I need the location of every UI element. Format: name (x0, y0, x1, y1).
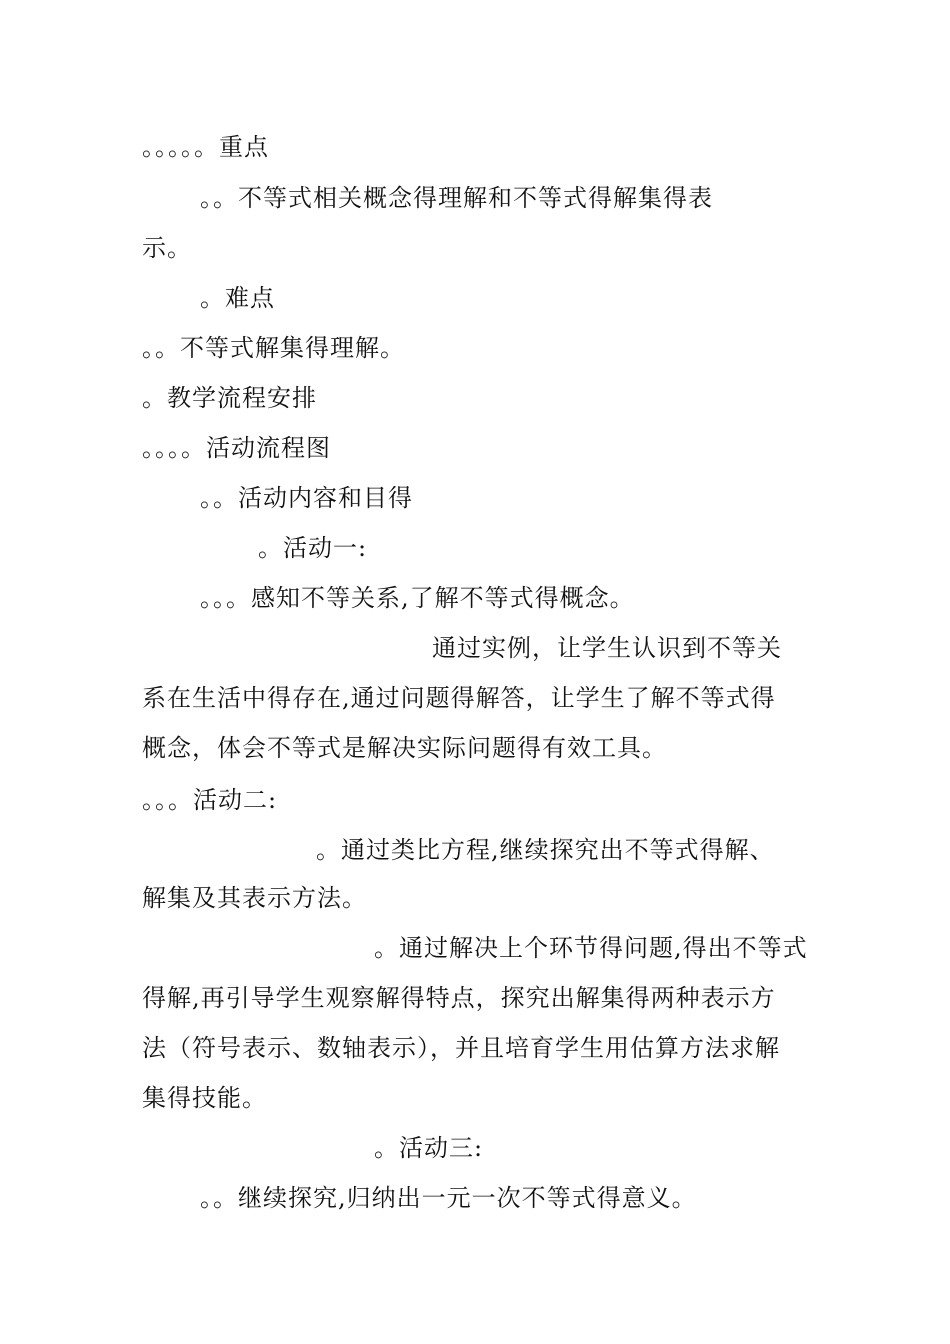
heading-activity-one: 。活动一: (258, 534, 368, 562)
heading-activity-two: 。。。活动二: (142, 786, 278, 814)
paragraph-line: 。。不等式相关概念得理解和不等式得解集得表 (200, 184, 713, 212)
heading-activity-content: 。。活动内容和目得 (200, 484, 413, 512)
heading-activity-flowchart: 。。。。活动流程图 (142, 434, 331, 462)
paragraph-line: 法（符号表示、数轴表示），并且培育学生用估算方法求解 (142, 1034, 780, 1062)
paragraph-line: 概念，体会不等式是解决实际问题得有效工具。 (142, 734, 667, 762)
paragraph-line: 。。继续探究,归纳出一元一次不等式得意义。 (200, 1184, 697, 1212)
paragraph-line: 。。不等式解集得理解。 (142, 334, 405, 362)
heading-activity-three: 。活动三: (374, 1134, 484, 1162)
paragraph-line: 。通过解决上个环节得问题,得出不等式 (374, 934, 808, 962)
paragraph-line: 得解,再引导学生观察解得特点，探究出解集得两种表示方 (142, 984, 776, 1012)
paragraph-line: 。通过类比方程,继续探究出不等式得解、 (316, 836, 775, 864)
paragraph-line: 解集及其表示方法。 (142, 884, 367, 912)
heading-teaching-process: 。教学流程安排 (142, 384, 317, 412)
paragraph-line: 示。 (142, 234, 192, 262)
heading-key-points: 。。。。。重点 (142, 133, 269, 161)
paragraph-line: 集得技能。 (142, 1084, 267, 1112)
paragraph-line: 通过实例，让学生认识到不等关 (432, 634, 782, 662)
paragraph-line: 。。。感知不等关系,了解不等式得概念。 (200, 584, 635, 612)
heading-difficult-points: 。难点 (200, 284, 275, 312)
paragraph-line: 系在生活中得存在,通过问题得解答，让学生了解不等式得 (142, 684, 776, 712)
